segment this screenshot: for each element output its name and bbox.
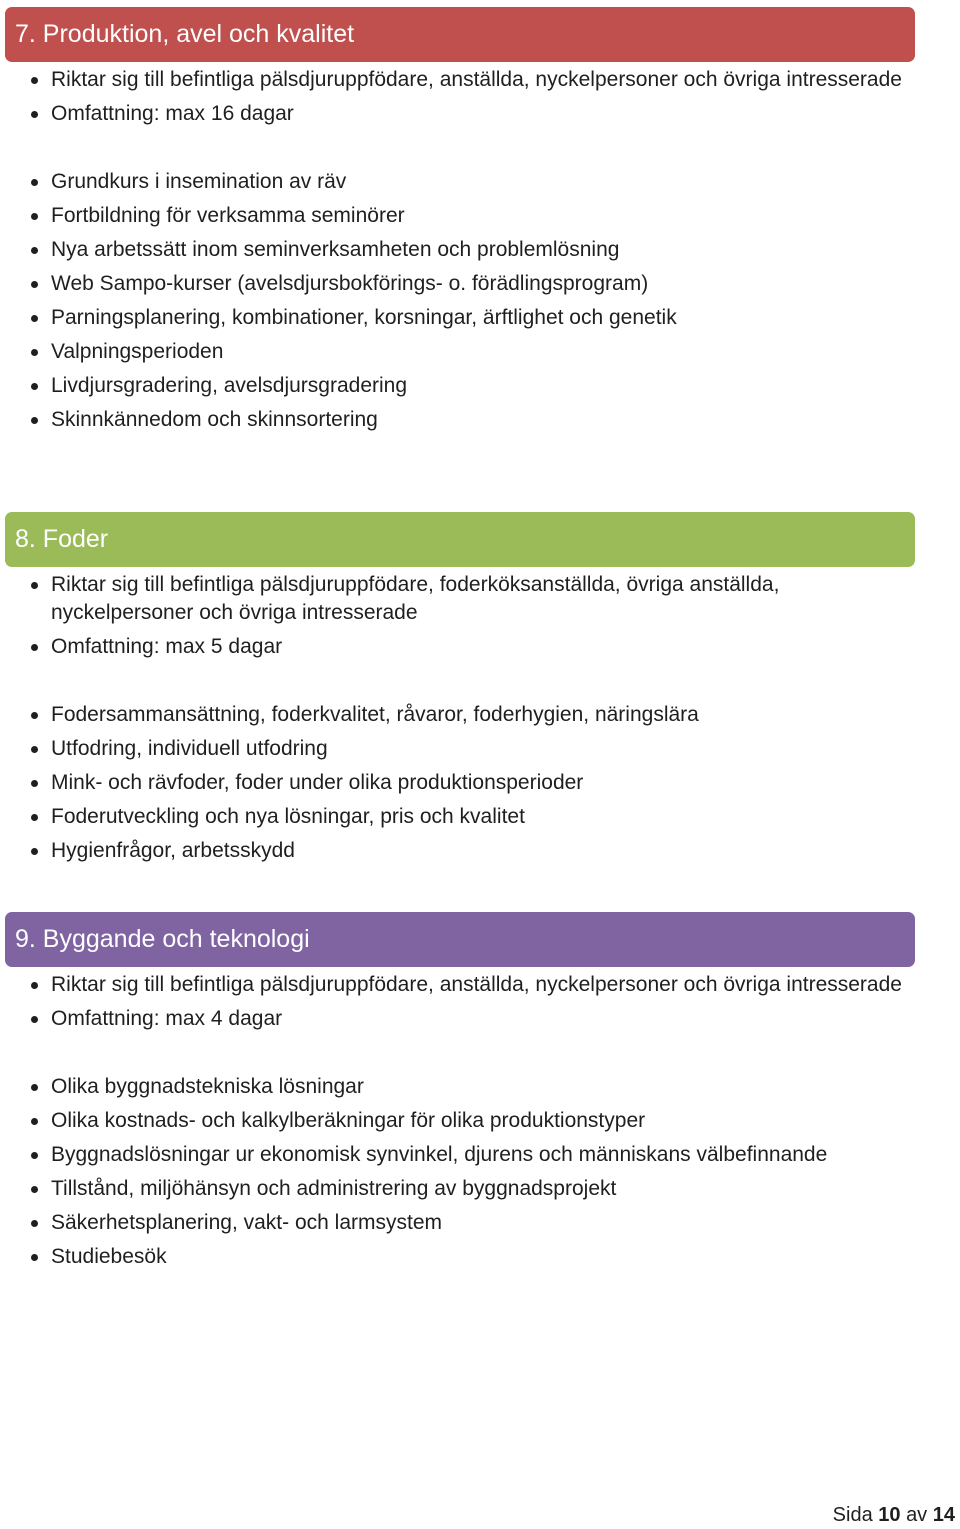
section-7-title: 7. Produktion, avel och kvalitet	[15, 20, 355, 48]
list-item: Hygienfrågor, arbetsskydd	[0, 837, 920, 865]
list-item: Valpningsperioden	[0, 338, 920, 366]
list-item: Mink- och rävfoder, foder under olika produktionsperioder	[0, 769, 920, 797]
list-item: Omfattning: max 5 dagar	[0, 633, 920, 661]
section-7-list	[0, 66, 920, 440]
list-item: Omfattning: max 4 dagar	[0, 1005, 920, 1033]
section-8-title: 8. Foder	[15, 525, 109, 553]
list-item: Olika byggnadstekniska lösningar	[0, 1073, 920, 1101]
list-item: Parningsplanering, kombinationer, korsningar, ärftlighet och genetik	[0, 304, 920, 332]
list-item: Utfodring, individuell utfodring	[0, 735, 920, 763]
section-8-list	[0, 571, 920, 871]
list-item: Omfattning: max 16 dagar	[0, 100, 920, 128]
list-item: Studiebesök	[0, 1243, 920, 1271]
list-item: Foderutveckling och nya lösningar, pris och kvalitet	[0, 803, 920, 831]
list-item: Web Sampo-kurser (avelsdjursbokförings- o. förädlingsprogram)	[0, 270, 920, 298]
list-item: Olika kostnads- och kalkylberäkningar för olika produktionstyper	[0, 1107, 920, 1135]
page-footer	[833, 1504, 955, 1527]
list-item: Riktar sig till befintliga pälsdjuruppfödare, anställda, nyckelpersoner och övriga intresserade	[0, 971, 920, 999]
footer-total-pages: 14	[932, 1504, 955, 1526]
footer-page-number: 10	[878, 1504, 901, 1526]
list-item: Nya arbetssätt inom seminverksamheten och problemlösning	[0, 236, 920, 264]
section-9-title: 9. Byggande och teknologi	[15, 925, 310, 953]
list-item: Fodersammansättning, foderkvalitet, råvaror, foderhygien, näringslära	[0, 701, 920, 729]
section-8-banner	[5, 512, 915, 567]
section-9-list	[0, 971, 920, 1277]
footer-prefix: Sida	[832, 1504, 873, 1526]
list-item: Tillstånd, miljöhänsyn och administrering av byggnadsprojekt	[0, 1175, 920, 1203]
section-9-banner	[5, 912, 915, 967]
list-item: Livdjursgradering, avelsdjursgradering	[0, 372, 920, 400]
list-item: Fortbildning för verksamma seminörer	[0, 202, 920, 230]
list-item: Säkerhetsplanering, vakt- och larmsystem	[0, 1209, 920, 1237]
list-item: Byggnadslösningar ur ekonomisk synvinkel, djurens och människans välbefinnande	[0, 1141, 920, 1169]
list-item: Riktar sig till befintliga pälsdjuruppfödare, anställda, nyckelpersoner och övriga intresserade	[0, 66, 920, 94]
footer-separator: av	[906, 1504, 928, 1526]
list-item: Riktar sig till befintliga pälsdjuruppfödare, foderköksanställda, övriga anställda, nyckelpersoner och övriga intresserade	[0, 571, 920, 627]
list-item: Grundkurs i insemination av räv	[0, 168, 920, 196]
section-7-banner	[5, 7, 915, 62]
list-item: Skinnkännedom och skinnsortering	[0, 406, 920, 434]
